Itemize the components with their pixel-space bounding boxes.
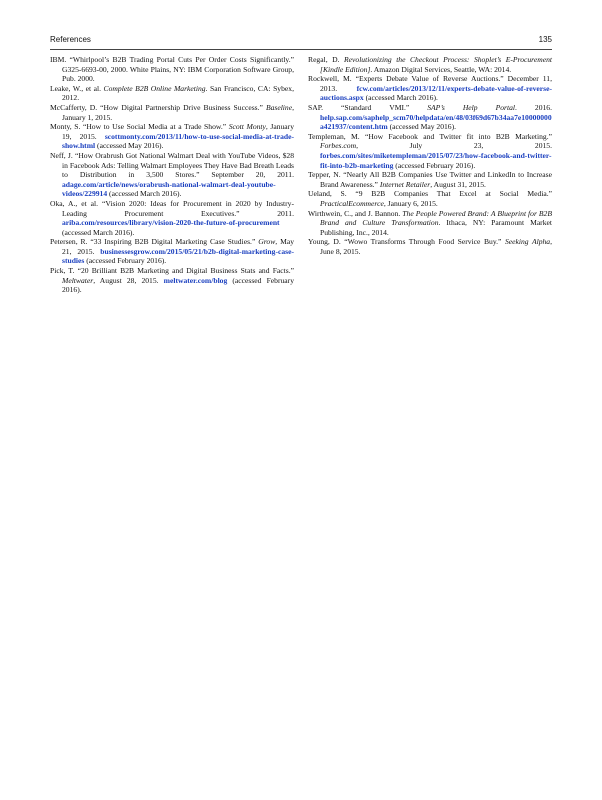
reference-text: Regal, D. (308, 55, 345, 64)
reference-text: (accessed March 2016). (62, 227, 135, 237)
reference-url-link[interactable]: fcw.com/articles/2013/12/11/experts-debate-value-of-reverse-auctions.aspx (320, 83, 552, 103)
reference-text: Tepper, N. “Nearly All B2B Companies Use Twitter and LinkedIn to Increase Brand Awareness.” (308, 170, 552, 189)
reference-italic-title: Seeking Alpha (504, 237, 551, 247)
reference-entry (50, 103, 294, 122)
reference-url-link[interactable]: help.sap.com/saphelp_scm70/helpdata/en/48/03f69d67b34aa7e10000000a421937/content.htm (320, 112, 552, 132)
reference-italic-title: Revolutionizing the Checkout Process: Shoplet’s E-Procurement [Kindle Edition] (320, 55, 552, 74)
reference-italic-title: Complete B2B Online Marketing (103, 83, 206, 93)
reference-text: , July 23, 2015. (356, 141, 552, 151)
reference-text: , August 28, 2015. (93, 275, 164, 285)
reference-text: (accessed March 2016). (363, 93, 438, 103)
reference-text: , January 1, 2015. (62, 102, 294, 122)
reference-text: Leake, W., et al. (50, 83, 104, 93)
reference-text: Wirthwein, C., and J. Bannon. (308, 208, 403, 218)
reference-entry (308, 103, 552, 132)
reference-entry (50, 122, 294, 151)
reference-text: Rockwell, M. “Experts Debate Value of Reverse Auctions.” December 11, 2013. (308, 74, 552, 93)
reference-url-link[interactable]: forbes.com/sites/miketempleman/2015/07/23/how-facebook-and-twitter-fit-into-b2b-marketing (320, 150, 552, 170)
reference-entry (50, 55, 294, 84)
reference-entry (308, 132, 552, 170)
references-column-left (50, 55, 294, 295)
reference-text: Templeman, M. “How Facebook and Twitter fit into B2B Marketing.” (308, 131, 552, 141)
reference-text: (accessed March 2016). (107, 189, 182, 199)
reference-url-link[interactable]: scottmonty.com/2013/11/how-to-use-social-media-at-trade-show.html (62, 131, 294, 151)
reference-url-link[interactable]: businessesgrow.com/2015/05/21/b2b-digital-marketing-case-studies (62, 246, 294, 266)
reference-text: , January 19, 2015. (62, 122, 294, 141)
reference-entry (308, 55, 552, 74)
reference-entry (308, 74, 552, 103)
reference-text: Neff, J. “How Orabrush Got National Walmart Deal with YouTube Videos, $28 in Facebook Ads: Telling Walmart Employees They Have Bad Breath Leads to Distribution in 3,500 Stores.” September 20, 2011. (50, 150, 294, 180)
reference-entry (308, 209, 552, 238)
reference-italic-title: SAP’s Help Portal (427, 102, 515, 112)
reference-entry (50, 84, 294, 103)
reference-text: . San Francisco, CA: Sybex, 2012. (62, 83, 294, 103)
reference-italic-title: Scott Monty (228, 122, 266, 132)
reference-entry (308, 237, 552, 256)
reference-entry (50, 199, 294, 237)
reference-entry (308, 170, 552, 189)
section-title: References (50, 35, 91, 44)
reference-text: (accessed February 2016). (84, 256, 167, 266)
reference-italic-title: The People Powered Brand: A Blueprint for B2B Brand and Culture Transformation (320, 208, 552, 228)
reference-text: Oka, A., et al. “Vision 2020: Ideas for Procurement in 2020 by Industry-Leading Procurement Executives.” 2011. (50, 198, 294, 218)
reference-entry (50, 266, 294, 295)
reference-text: Ueland, S. “9 B2B Companies That Excel at Social Media.” (308, 189, 552, 199)
reference-text: Petersen, R. “33 Inspiring B2B Digital Marketing Case Studies.” (50, 237, 259, 247)
reference-italic-title: Internet Retailer (379, 179, 431, 189)
reference-text: (accessed May 2016). (387, 122, 457, 132)
reference-text: . 2016. (515, 102, 552, 112)
reference-entry (50, 151, 294, 199)
reference-italic-title: PracticalEcommerce (320, 198, 384, 208)
reference-text: Pick, T. “20 Brilliant B2B Marketing and Digital Business Stats and Facts.” (50, 266, 294, 276)
references-column-right (308, 55, 552, 256)
reference-text: , June 8, 2015. (320, 237, 552, 256)
reference-text: , August 31, 2015. (430, 179, 486, 189)
reference-text: (accessed February 2016). (393, 160, 476, 170)
reference-text: Monty, S. “How to Use Social Media at a Trade Show.” (50, 122, 229, 132)
reference-text: . Amazon Digital Services, Seattle, WA: 2014. (370, 64, 512, 74)
reference-text: . Ithaca, NY: Paramount Market Publishing, Inc., 2014. (320, 218, 552, 237)
reference-text: (accessed February 2016). (62, 275, 294, 295)
reference-url-link[interactable]: ariba.com/resources/library/vision-2020-the-future-of-procurement (62, 218, 280, 228)
reference-entry (50, 237, 294, 266)
reference-text: , May 21, 2015. (62, 237, 294, 256)
reference-text: (accessed May 2016). (95, 141, 164, 151)
reference-italic-title: Forbes.com (320, 141, 357, 151)
reference-text: Young, D. “Wowo Transforms Through Food Service Buy.” (308, 237, 505, 247)
page-number: 135 (538, 35, 552, 44)
reference-italic-title: Grow (258, 237, 276, 247)
reference-italic-title: Meltwater (62, 275, 94, 285)
running-head (50, 35, 552, 44)
reference-url-link[interactable]: adage.com/article/news/orabrush-national-walmart-deal-youtube-videos/229914 (62, 179, 276, 199)
reference-text: IBM. “Whirlpool’s B2B Trading Portal Cuts Per Order Costs Significantly.” G325-6693-00, 2000. White Plains, NY: IBM Corporation Software Group, Pub. 2000. (50, 55, 294, 84)
reference-italic-title: Baseline (265, 102, 293, 112)
reference-text: , January 6, 2015. (383, 198, 438, 208)
reference-entry (308, 189, 552, 208)
header-rule (50, 49, 552, 50)
reference-url-link[interactable]: meltwater.com/blog (163, 275, 228, 285)
reference-text: SAP. “Standard VMI.” (308, 102, 428, 112)
reference-text: McCafferty, D. “How Digital Partnership Drive Business Success.” (50, 102, 266, 112)
